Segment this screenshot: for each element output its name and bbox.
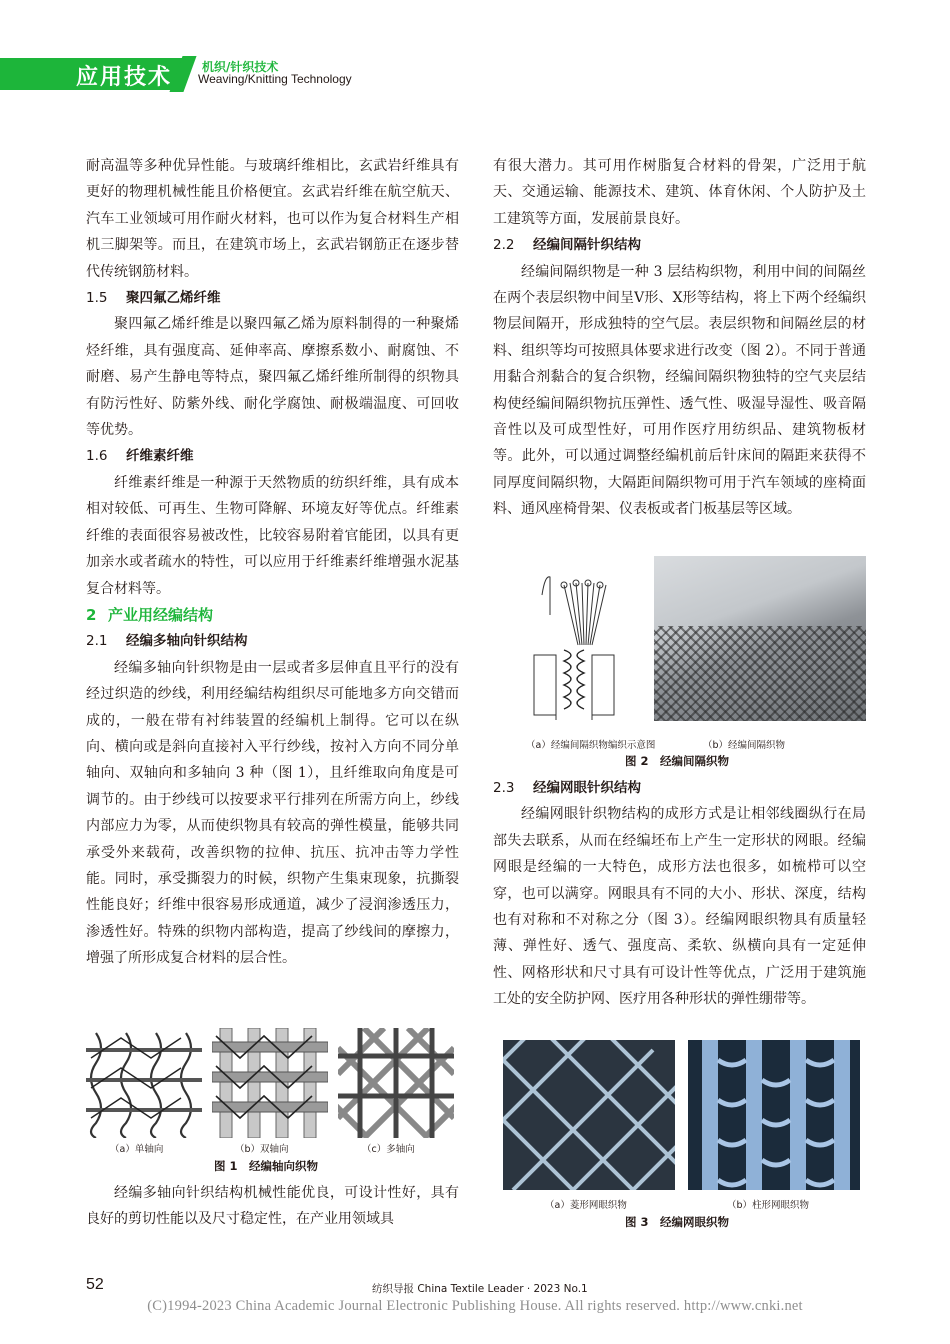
figure-2a-label: （a）经编间隔织物编织示意图 [526, 740, 656, 751]
figure-3b-label: （b）柱形网眼织物 [727, 1200, 810, 1211]
journal-footer: 纺织导报 China Textile Leader · 2023 No.1 [372, 1283, 588, 1295]
section-2-1-heading: 2.1 经编多轴向针织结构 [86, 633, 248, 650]
figure-2-caption: 图 2 经编间隔织物 [625, 754, 730, 768]
left-column-bottom [86, 1180, 459, 1233]
figure-1-caption: 图 1 经编轴向织物 [214, 1159, 319, 1173]
section-2-2-heading: 2.2 经编间隔针织结构 [493, 237, 641, 254]
figure-1-multiaxial [338, 1028, 454, 1138]
figure-3-column-mesh [688, 1040, 860, 1190]
figure-1a-label: （a）单轴向 [110, 1144, 164, 1155]
figure-2-photo [654, 556, 866, 721]
right-column [493, 153, 866, 523]
paragraph-multiaxial-2: 经编多轴向针织结构机械性能优良，可设计性好，具有良好的剪切性能以及尺寸稳定性，在产业用领域具 [86, 1185, 459, 1228]
figure-1b-label: （b）双轴向 [235, 1144, 289, 1155]
figure-2-schematic [520, 555, 620, 730]
copyright-notice: (C)1994-2023 China Academic Journal Electronic Publishing House. All rights reserved. http://www.cnki.net [147, 1298, 803, 1314]
page-number: 52 [86, 1276, 104, 1293]
figure-3-diamond-mesh [503, 1040, 675, 1190]
figure-3-caption: 图 3 经编网眼织物 [625, 1215, 730, 1229]
section-2-heading: 2 产业用经编结构 [86, 605, 214, 624]
figure-2b-label: （b）经编间隔织物 [703, 740, 786, 751]
paragraph-ptfe: 聚四氟乙烯纤维是以聚四氟乙烯为原料制得的一种聚烯烃纤维，具有强度高、延伸率高、摩擦系数小、耐腐蚀、不耐磨、易产生静电等特点，聚四氟乙烯纤维所制得的织物具有防污性好、防紫外线、耐化学腐蚀、耐极端温度、可回收等优势。 [86, 316, 459, 439]
section-1-5-heading: 1.5 聚四氟乙烯纤维 [86, 290, 221, 307]
paragraph-cellulose: 纤维素纤维是一种源于天然物质的纺织纤维，具有成本相对较低、可再生、生物可降解、环境友好等优点。纤维素纤维的表面很容易被改性，比较容易附着官能团，以具有更加亲水或者疏水的特性，可以应用于纤维素纤维增强水泥基复合材料等。 [86, 474, 459, 597]
right-column-mesh [493, 775, 866, 1013]
section-2-3-heading: 2.3 经编网眼针织结构 [493, 780, 641, 796]
header-title: 应用技术 [76, 64, 173, 90]
figure-1-uniaxial [86, 1028, 202, 1138]
paragraph-multiaxial: 经编多轴向针织物是由一层或者多层伸直且平行的没有经过织造的纱线，利用经编结构组织尽可能地多方向交错而成的，一般在带有衬纬装置的经编机上制得。它可以在纵向、横向或是斜向直接衬入平行纱线，按衬入方向不同分单轴向、双轴向和多轴向 3 种（图 1），且纤维取向角度是可调节的。由于纱线可以按要求平行排列在所需方向上，纱线内部应力为零，从而使织物具有较高的弹性模量，能够共同承受外来载荷，改善织物的拉伸、抗压、抗冲击等力学性能。同时，承受撕裂力的时候，织物产生集束现象，抗撕裂性能良好；纤维中很容易形成通道，减少了浸润渗透压力，渗透性好。特殊的织物内部构造，提高了纱线间的摩擦力，增强了所形成复合材料的层合性。 [86, 659, 459, 967]
paragraph-mesh: 经编网眼针织物结构的成形方式是让相邻线圈纵行在局部失去联系，从而在经编坯布上产生一定形状的网眼。经编网眼是经编的一大特色，成形方法也很多，如梳栉可以空穿，也可以满穿。网眼具有不同的大小、形状、深度，结构也有对称和不对称之分（图 3）。经编网眼织物具有质量轻薄、弹性好、透气、强度高、柔软、纵横向具有一定延伸性、网格形状和尺寸具有可设计性等优点，广泛用于建筑施工处的安全防护网、医疗用各种形状的弹性绷带等。 [493, 806, 866, 1008]
figure-1c-label: （c）多轴向 [362, 1144, 415, 1155]
paragraph-basalt: 耐高温等多种优异性能。与玻璃纤维相比，玄武岩纤维具有更好的物理机械性能且价格便宜。玄武岩纤维在航空航天、汽车工业领域可用作耐火材料，也可以作为复合材料生产相机三脚架等。而且，在建筑市场上，玄武岩钢筋正在逐步替代传统钢筋材料。 [86, 158, 459, 280]
left-column [86, 153, 459, 972]
section-1-6-heading: 1.6 纤维素纤维 [86, 448, 194, 465]
header-section-en: Weaving/Knitting Technology [198, 72, 352, 86]
paragraph-continuation: 有很大潜力。其可用作树脂复合材料的骨架，广泛用于航天、交通运输、能源技术、建筑、体育休闲、个人防护及土工建筑等方面，发展前景良好。 [493, 158, 866, 227]
figure-3a-label: （a）菱形网眼织物 [545, 1200, 627, 1211]
header-section-cn: 机织/针织技术 [202, 60, 279, 74]
paragraph-spacer: 经编间隔织物是一种 3 层结构织物，利用中间的间隔丝在两个表层织物中间呈V形、X形等结构，将上下两个经编织物层间隔开，形成独特的空气层。表层织物和间隔丝层的材料、组织等均可按照具体要求进行改变（图 2）。不同于普通用黏合剂黏合的复合织物，经编间隔织物独特的空气夹层结构使经编间隔织物抗压弹性、透气性、吸湿导湿性、吸音隔音性以及可成型性好，可用作医疗用纺织品、建筑物板材等。此外，可以通过调整经编机前后针床间的隔距来获得不同厚度间隔织物，大隔距间隔织物可用于汽车领域的座椅面料、通风座椅骨架、仪表板或者门板基层等区域。 [493, 263, 866, 518]
figure-1-biaxial [212, 1028, 328, 1138]
